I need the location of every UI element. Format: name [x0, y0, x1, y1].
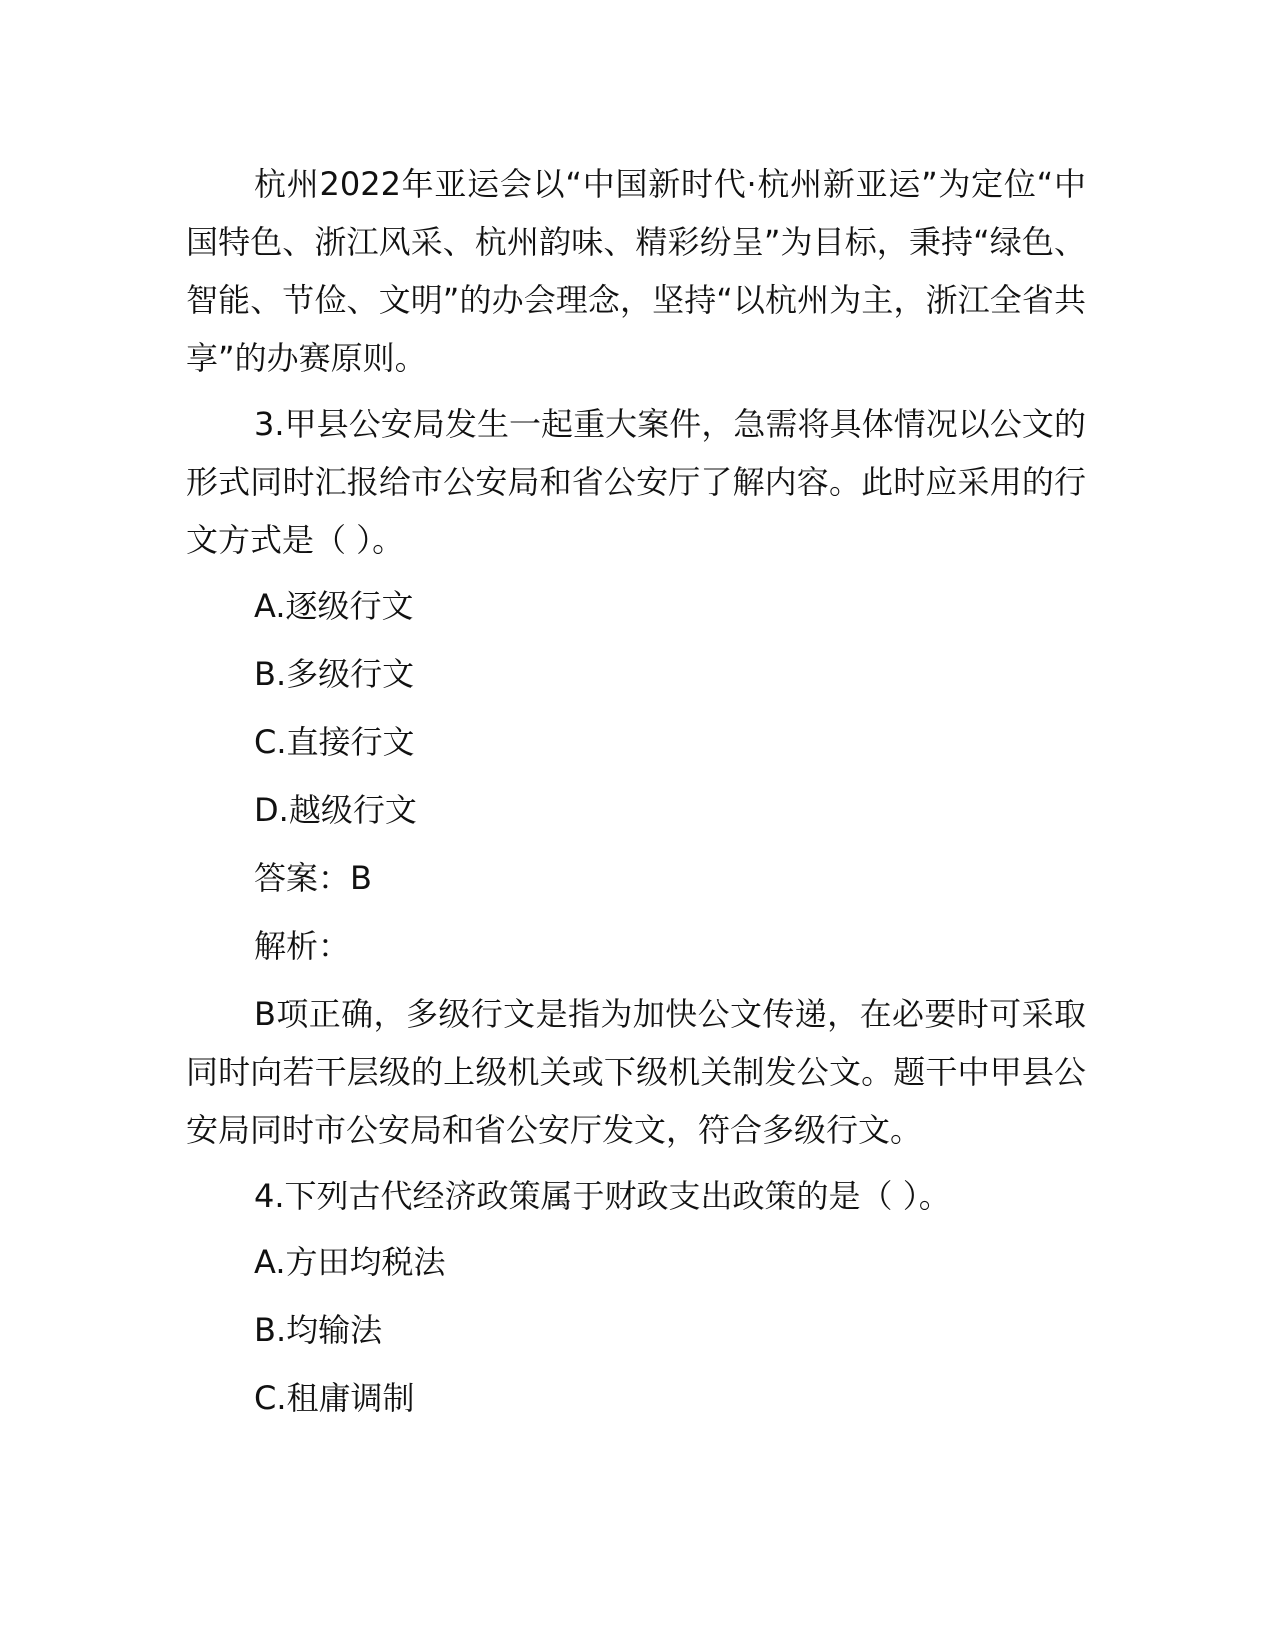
question-4-option-c: C.租庸调制	[254, 1379, 415, 1417]
question-3-option-d: D.越级行文	[254, 791, 417, 829]
question-3-analysis-label: 解析：	[254, 927, 351, 965]
question-3-analysis: B项正确，多级行文是指为加快公文传递，在必要时可采取同时向若干层级的上级机关或下级机关制发公文。题干中甲县公安局同时市公安局和省公安厅发文，符合多级行文。	[186, 995, 1086, 1149]
document-body	[186, 155, 1086, 1437]
question-3-answer: 答案：B	[254, 859, 372, 897]
question-4-stem: 4.下列古代经济政策属于财政支出政策的是（ ）。	[254, 1177, 951, 1215]
question-4-option-a: A.方田均税法	[254, 1243, 446, 1281]
question-3-option-c: C.直接行文	[254, 723, 415, 761]
question-3-stem: 3.甲县公安局发生一起重大案件，急需将具体情况以公文的形式同时汇报给市公安局和省公安厅了解内容。此时应采用的行文方式是（ ）。	[186, 405, 1086, 559]
question-3-option-a: A.逐级行文	[254, 587, 414, 625]
intro-paragraph: 杭州2022年亚运会以“中国新时代·杭州新亚运”为定位“中国特色、浙江风采、杭州韵味、精彩纷呈”为目标，秉持“绿色、智能、节俭、文明”的办会理念，坚持“以杭州为主，浙江全省共享”的办赛原则。	[186, 165, 1086, 377]
question-4-option-b: B.均输法	[254, 1311, 383, 1349]
question-3-option-b: B.多级行文	[254, 655, 415, 693]
